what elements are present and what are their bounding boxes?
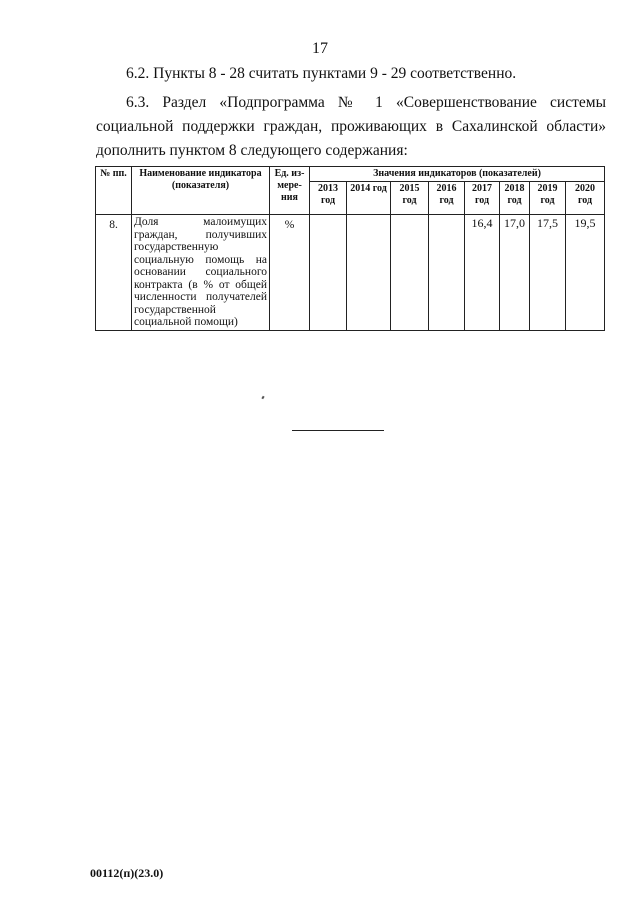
value-2020: 19,5 xyxy=(566,215,605,331)
header-year-2020: 2020 год xyxy=(566,182,605,215)
paragraph-6-3-line-1: 6.3. Раздел «Подпрограмма № 1 «Совершенствование системы xyxy=(126,94,606,111)
document-code: 00112(п)(23.0) xyxy=(90,866,164,880)
header-year-2019: 2019 год xyxy=(530,182,566,215)
header-indicator-name: Наименование индикатора (показателя) xyxy=(132,167,270,215)
header-year-2016: 2016 год xyxy=(429,182,465,215)
value-2015 xyxy=(391,215,429,331)
paragraph-6-3-line-3: дополнить пунктом 8 следующего содержания: xyxy=(96,142,408,159)
header-year-2017: 2017 год xyxy=(465,182,500,215)
row-num: 8. xyxy=(96,215,132,331)
scan-speck xyxy=(261,396,264,400)
paragraph-6-3-line-2: социальной поддержки граждан, проживающих в Сахалинской области» xyxy=(96,118,606,135)
header-year-2018: 2018 год xyxy=(500,182,530,215)
paragraph-6-2: 6.2. Пункты 8 - 28 считать пунктами 9 - 29 соответственно. xyxy=(126,65,517,82)
header-year-2014: 2014 год xyxy=(347,182,391,215)
table-row xyxy=(96,215,605,331)
row-indicator-name: Доля малоимущих граждан, получивших государственную социальную помощь на основании социального контракта (в % от общей численности получателей государственной социальной помощи) xyxy=(132,215,270,331)
header-year-2015: 2015 год xyxy=(391,182,429,215)
closing-rule xyxy=(292,430,384,431)
page-number: 17 xyxy=(312,40,328,57)
value-2017: 16,4 xyxy=(465,215,500,331)
header-year-2013: 2013 год xyxy=(310,182,347,215)
header-num: № пп. xyxy=(96,167,132,215)
value-2019: 17,5 xyxy=(530,215,566,331)
value-2016 xyxy=(429,215,465,331)
row-unit: % xyxy=(270,215,310,331)
paragraph-6-3 xyxy=(96,91,606,163)
header-values-group: Значения индикаторов (показателей) xyxy=(310,167,605,182)
value-2013 xyxy=(310,215,347,331)
indicator-table xyxy=(95,166,605,331)
header-unit: Ед. из- мере- ния xyxy=(270,167,310,215)
value-2014 xyxy=(347,215,391,331)
value-2018: 17,0 xyxy=(500,215,530,331)
